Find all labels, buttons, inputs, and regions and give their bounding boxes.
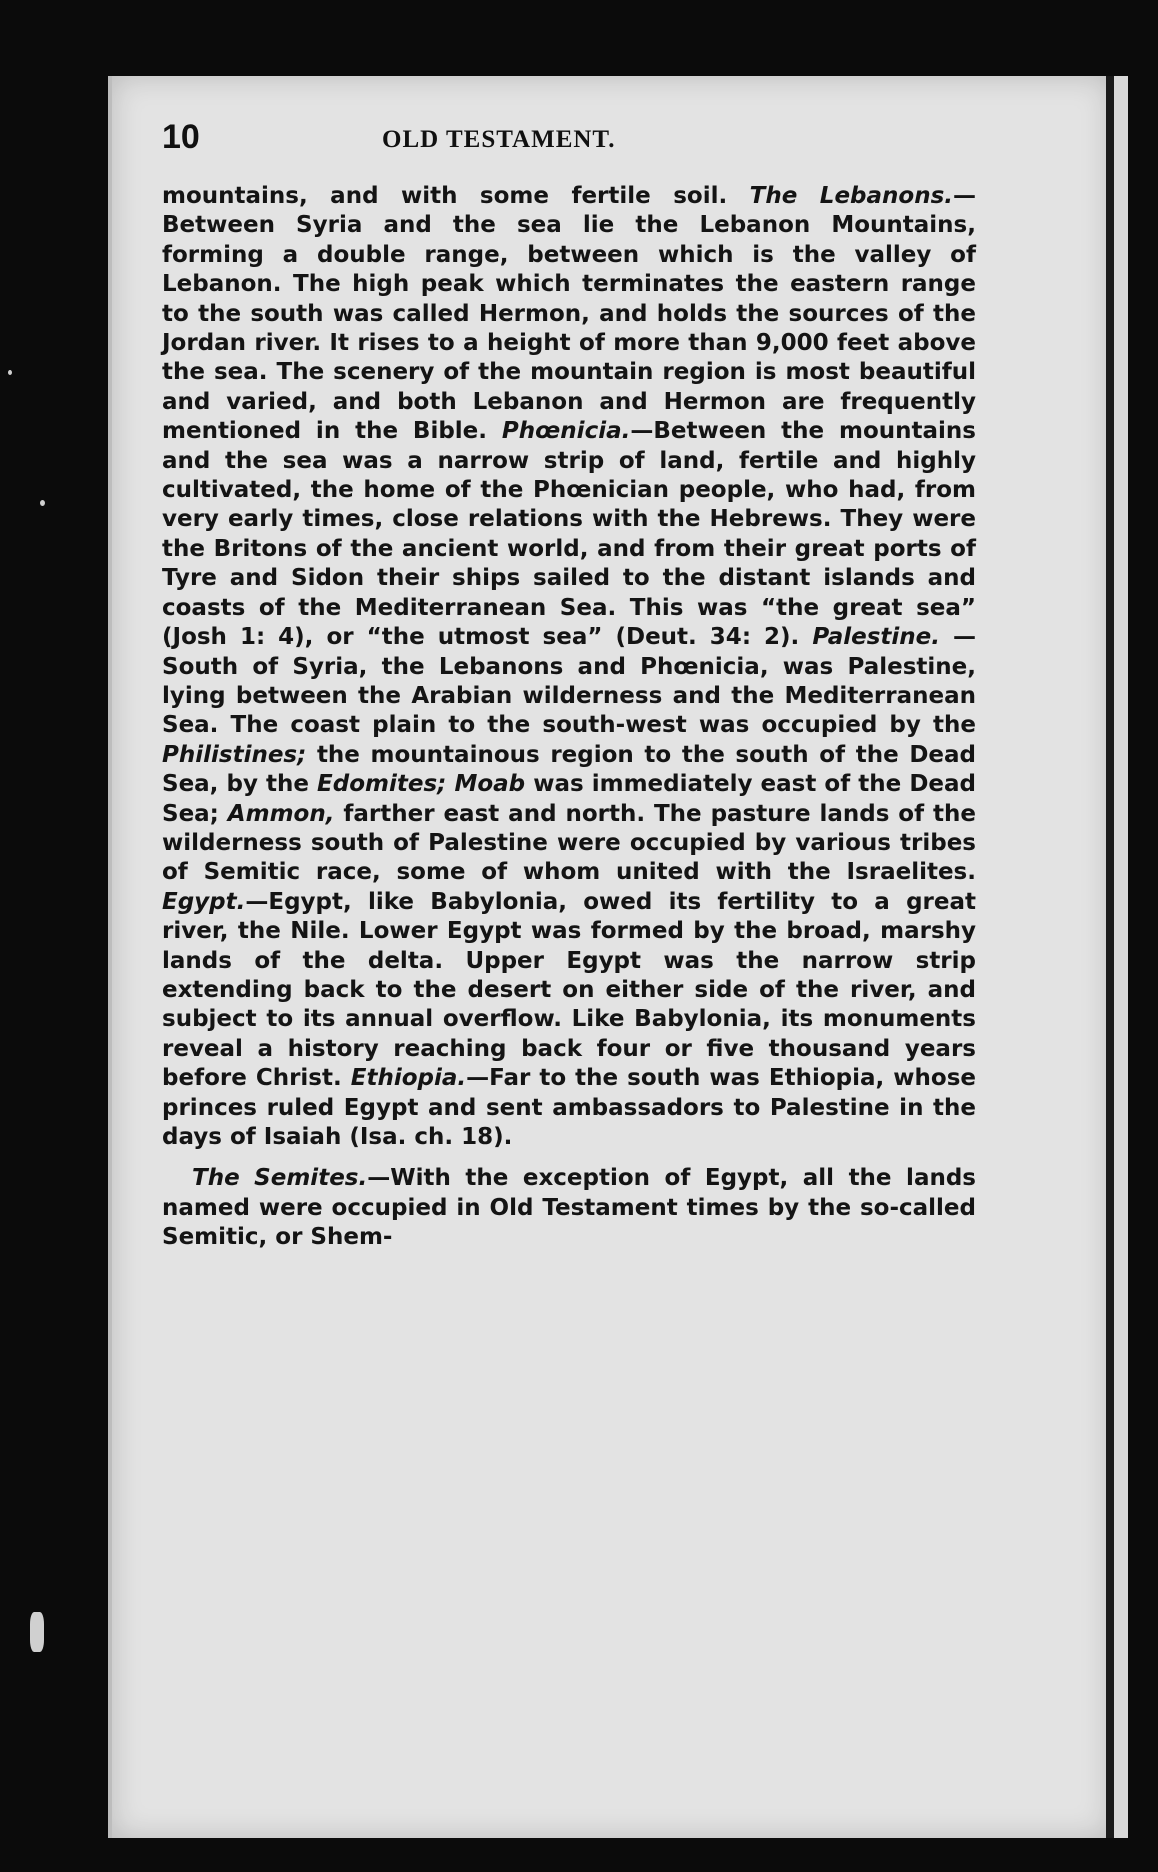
term-philistines: Philistines; [162,741,307,768]
paragraph [162,1164,976,1252]
text-run: was immediately east of the Dead Sea; [162,771,976,827]
text-run: —South of Syria, the Lebanons and Phœnicia, was Palestine, lying between the Arabian wilderness and the Mediterranean Sea. The coast plain to the south-west was occupied by the [162,624,977,739]
page-gutter [1106,76,1114,1838]
text-run: mountains, and with some fertile soil. [162,183,750,209]
running-head: OLD TESTAMENT. [382,126,616,153]
term-ammon: Ammon, [227,800,335,827]
text-run: —Egypt, like Babylonia, owed its fertility to a great river, the Nile. Lower Egypt was formed by the broad, marshy lands of the delta. Upper Egypt was the narrow strip extending back to the desert on either side of the river, and subject to its annual overflow. Like Babylonia, its monuments reveal a history reaching back four or five thousand years before Christ. [162,888,976,1092]
term-edomites: Edomites; [317,771,447,798]
section-heading-ethiopia: Ethiopia. [350,1065,467,1092]
facing-page-edge [1114,76,1128,1838]
section-heading-egypt: Egypt. [162,888,246,915]
section-heading-palestine: Palestine. [812,624,940,651]
body-text [162,182,976,1253]
section-heading-phoenicia: Phœnicia. [501,418,631,445]
text-run: —With the exception of Egypt, all the lands named were occupied in Old Testament times by the so-called Semitic, or Shem- [162,1165,976,1251]
section-heading-lebanons: The Lebanons. [749,183,954,209]
scan-speck [30,1612,44,1652]
text-run: farther east and north. The pasture lands of the wilderness south of Palestine were occupied by various tribes of Semitic race, some of whom united with the Israelites. [162,800,976,886]
page-header [162,118,976,168]
paragraph [162,182,976,1152]
scan-speck [8,370,12,375]
text-run: the mountainous region to the south of the Dead Sea, by the [162,741,976,798]
text-run: —Far to the south was Ethiopia, whose princes ruled Egypt and sent ambassadors to Palestine in the days of Isaiah (Isa. ch. 18). [162,1065,976,1150]
section-heading-semites: The Semites. [192,1165,368,1192]
scan-speck [40,500,45,506]
page-number: 10 [162,118,200,156]
text-run: —Between the mountains and the sea was a narrow strip of land, fertile and highly cultivated, the home of the Phœnician people, who had, from very early times, close relations with the Hebrews. They were the Britons of the ancient world, and from their great ports of Tyre and Sidon their ships sailed to the distant islands and coasts of the Mediterranean Sea. This was “the great sea” (Josh 1: 4), or “the utmost sea” (Deut. 34: 2). [162,418,976,651]
text-run: —Between Syria and the sea lie the Lebanon Mountains, forming a double range, between which is the valley of Lebanon. The high peak which terminates the eastern range to the south was called Hermon, and holds the sources of the Jordan river. It rises to a height of more than 9,000 feet above the sea. The scenery of the mountain region is most beautiful and varied, and both Lebanon and Hermon are frequently mentioned in the Bible. [162,183,977,445]
term-moab: Moab [454,771,526,798]
